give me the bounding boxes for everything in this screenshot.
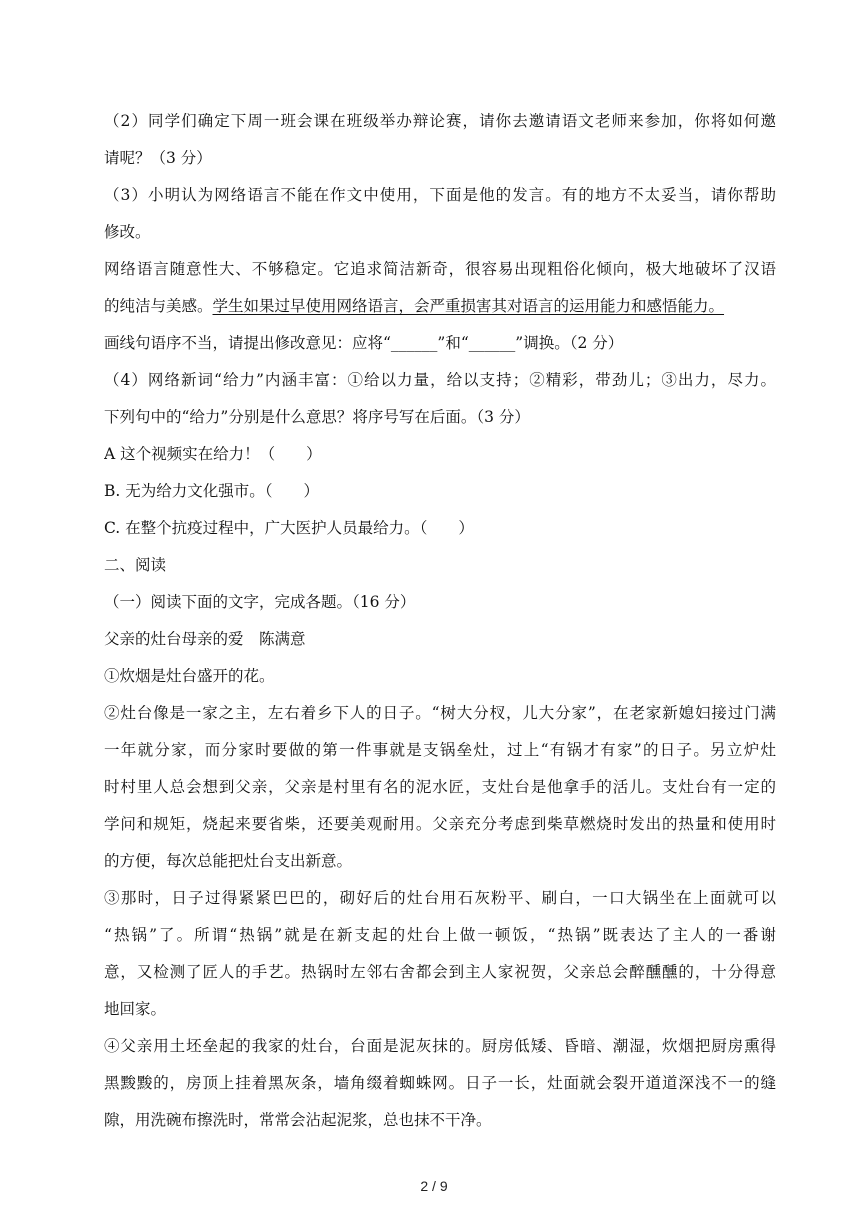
reading-instruction: （一）阅读下面的文字，完成各题。（16 分） [104, 593, 416, 611]
speech-line-2 [104, 296, 776, 316]
paragraph-2-line-2: 一年就分家，而分家时要做的第一件事就是支锅垒灶，过上“有锅才有家”的日子。另立炉灶 [104, 741, 776, 759]
speech-text-plain: 的纯洁与美感。 [104, 297, 213, 315]
section-heading-reading: 二、阅读 [104, 556, 167, 574]
underlined-sentence: 学生如果过早使用网络语言，会严重损害其对语言的运用能力和感悟能力。 [212, 297, 725, 315]
page-number: 2 / 9 [420, 1178, 448, 1194]
option-b: B. 无为给力文化强市。（ ） [104, 482, 319, 500]
question-3-line-2: 修改。 [104, 223, 151, 241]
paragraph-2-line-5: 的方便，每次总能把灶台支出新意。 [104, 852, 353, 870]
question-4-line-1: （4）网络新词“给力”内涵丰富：①给以力量，给以支持；②精彩，带劲儿；③出力，尽力。 [104, 371, 776, 389]
revision-prompt: 画线句语序不当，请提出修改意见：应将“______”和“______”调换。（2 分） [104, 334, 624, 352]
paragraph-3-line-3: 意，又检测了匠人的手艺。热锅时左邻右舍都会到主人家祝贺，父亲总会醉醺醺的，十分得意 [104, 963, 776, 981]
option-c: C. 在整个抗疫过程中，广大医护人员最给力。（ ） [104, 519, 474, 537]
question-2-line-2: 请呢？（3 分） [104, 149, 212, 167]
question-2-line-1: （2）同学们确定下周一班会课在班级举办辩论赛，请你去邀请语文老师来参加，你将如何邀 [104, 112, 776, 130]
question-4-line-2: 下列句中的“给力”分别是什么意思？将序号写在后面。（3 分） [104, 408, 530, 426]
paragraph-4-line-2: 黑黢黢的，房顶上挂着黑灰条，墙角缀着蜘蛛网。日子一长，灶面就会裂开道道深浅不一的缝 [104, 1074, 776, 1092]
article-title: 父亲的灶台母亲的爱 陈满意 [104, 630, 306, 648]
paragraph-4-line-1: ④父亲用土坯垒起的我家的灶台，台面是泥灰抹的。厨房低矮、昏暗、潮湿，炊烟把厨房熏得 [104, 1037, 776, 1055]
paragraph-3-line-1: ③那时，日子过得紧紧巴巴的，砌好后的灶台用石灰粉平、刷白，一口大锅坐在上面就可以 [104, 889, 776, 907]
paragraph-2-line-1: ②灶台像是一家之主，左右着乡下人的日子。“树大分杈，儿大分家”，在老家新媳妇接过门满 [104, 704, 776, 722]
paragraph-3-line-4: 地回家。 [104, 1000, 167, 1018]
question-3-line-1: （3）小明认为网络语言不能在作文中使用，下面是他的发言。有的地方不太妥当，请你帮助 [104, 186, 776, 204]
option-a: A 这个视频实在给力！（ ） [104, 445, 322, 463]
paragraph-2-line-3: 时村里人总会想到父亲，父亲是村里有名的泥水匠，支灶台是他拿手的活儿。支灶台有一定的 [104, 778, 776, 796]
paragraph-4-line-3: 隙，用洗碗布擦洗时，常常会沾起泥浆，总也抹不干净。 [104, 1111, 492, 1129]
paragraph-3-line-2: “热锅”了。所谓“热锅”就是在新支起的灶台上做一顿饭，“热锅”既表达了主人的一番谢 [104, 926, 776, 944]
paragraph-1: ①炊烟是灶台盛开的花。 [104, 667, 275, 685]
speech-line-1: 网络语言随意性大、不够稳定。它追求简洁新奇，很容易出现粗俗化倾向，极大地破坏了汉语 [104, 260, 776, 278]
paragraph-2-line-4: 学问和规矩，烧起来要省柴，还要美观耐用。父亲充分考虑到柴草燃烧时发出的热量和使用时 [104, 815, 776, 833]
